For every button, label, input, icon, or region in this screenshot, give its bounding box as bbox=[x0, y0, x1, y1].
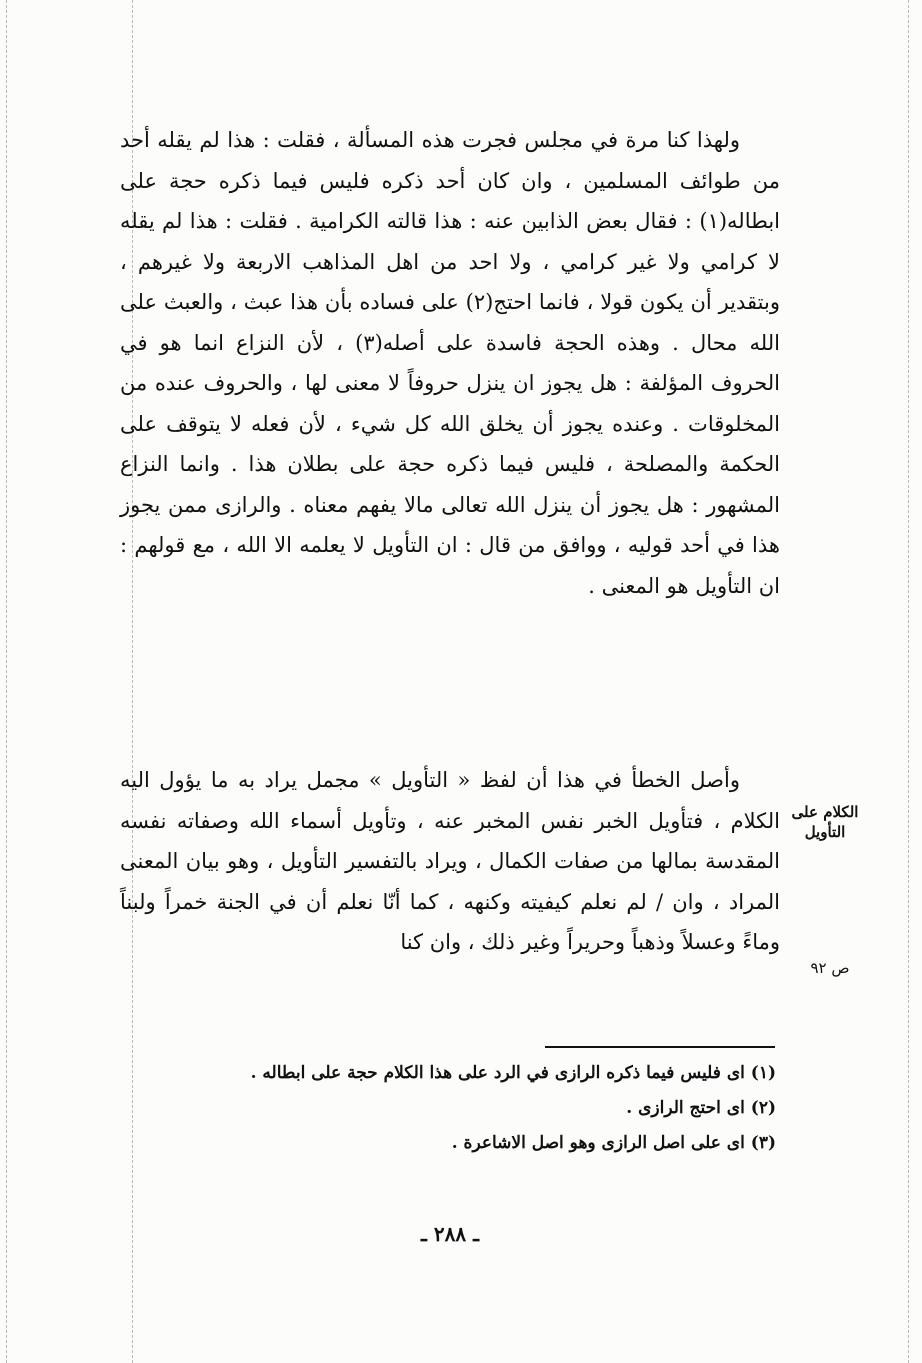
page-number: ـ ٢٨٨ ـ bbox=[421, 1222, 479, 1246]
footnotes bbox=[126, 1056, 776, 1161]
paragraph-1: ولهذا كنا مرة في مجلس فجرت هذه المسألة ، فقلت : هذا لم يقله أحد من طوائف المسلمين ، وان كان أحد ذكره فليس فيما ذكره حجة على ابطاله(١) : فقال بعض الذابين عنه : هذا قالته الكرامية . فقلت : هذا لم يقله لا كرامي ولا غير كرامي ، ولا احد من اهل المذاهب الاربعة ولا غيرهم ، وبتقدير أن يكون قولا ، فانما احتج(٢) على فساده بأن هذا عبث ، والعبث على الله محال . وهذه الحجة فاسدة على أصله(٣) ، لأن النزاع انما هو في الحروف المؤلفة : هل يجوز ان ينزل حروفاً لا معنى لها ، والحروف عنده من المخلوقات . وعنده يجوز أن يخلق الله كل شيء ، لأن فعله لا يتوقف على الحكمة والمصلحة ، فليس فيما ذكره حجة على بطلان هذا . وانما النزاع المشهور : هل يجوز أن ينزل الله تعالى مالا يفهم معناه . والرازى ممن يجوز هذا في أحد قوليه ، ووافق من قال : ان التأويل لا يعلمه الا الله ، مع قولهم : ان التأويل هو المعنى . bbox=[120, 128, 780, 598]
margin-page-reference: ص ٩٢ bbox=[810, 959, 850, 977]
paragraph-2: وأصل الخطأ في هذا أن لفظ « التأويل » مجمل يراد به ما يؤول اليه الكلام ، فتأويل الخبر نفس المخبر عنه ، وتأويل أسماء الله وصفاته نفسه المقدسة بمالها من صفات الكمال ، ويراد بالتفسير التأويل ، وهو بيان المعنى المراد ، وان / لم نعلم كيفيته وكنهه ، كما أنّا نعلم أن في الجنة خمراً ولبناً وماءً وعسلاً وذهباً وحريراً وغير ذلك ، وان كنا bbox=[120, 768, 780, 954]
body-text-block-2 bbox=[120, 760, 780, 963]
left-margin-dotted-rule bbox=[6, 0, 7, 1363]
footnote-1: (١) اى فليس فيما ذكره الرازى في الرد على هذا الكلام حجة على ابطاله . bbox=[250, 1063, 776, 1083]
right-margin-dotted-rule bbox=[908, 0, 909, 1363]
body-text-block-1 bbox=[120, 120, 780, 606]
footnote-3: (٣) اى على اصل الرازى وهو اصل الاشاعرة . bbox=[451, 1133, 776, 1153]
margin-topic-note: الكلام على التأويل bbox=[791, 803, 859, 841]
footnote-2: (٢) اى احتج الرازى . bbox=[626, 1098, 776, 1118]
footnote-separator bbox=[545, 1046, 775, 1048]
